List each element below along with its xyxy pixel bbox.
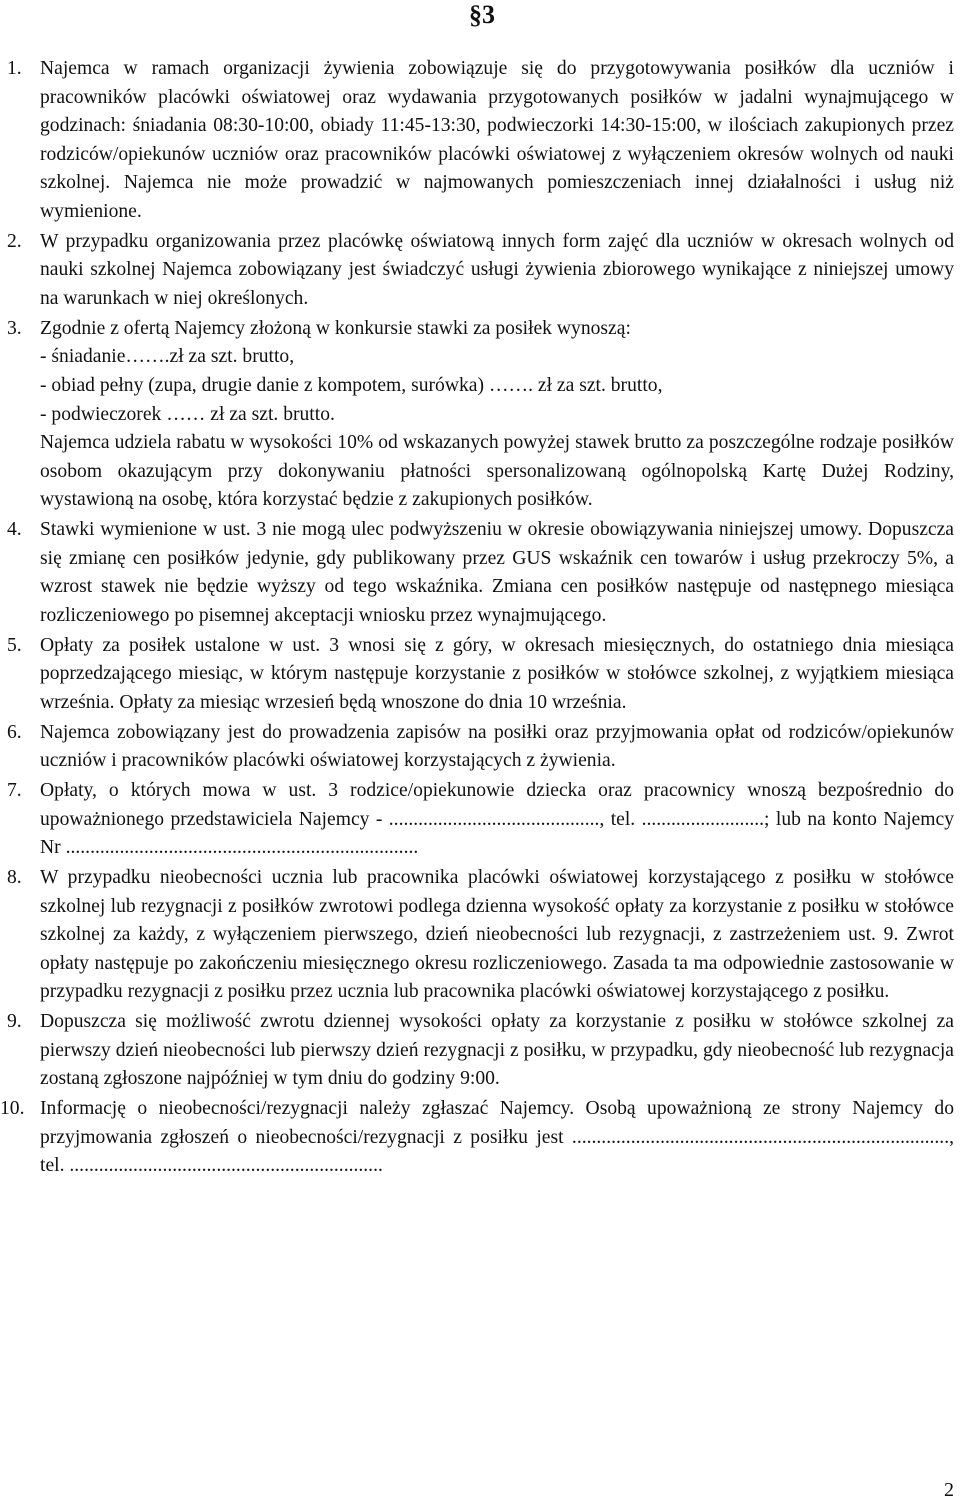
price-line-dinner: - obiad pełny (zupa, drugie danie z kompotem, surówka) ……. zł za szt. brutto,	[40, 374, 663, 396]
item-text: Najemca w ramach organizacji żywienia zobowiązuje się do przygotowywania posiłków dla uczniów i pracowników placówki oświatowej oraz wydawania przygotowanych posiłków w jadalni wynajmującego w godzinach: śniadania 08:30-10:00, obiady 11:45-13:30, podwieczorki 14:30-15:00, w ilościach zakupionych przez rodziców/opiekunów uczniów oraz pracowników placówki oświatowej z wyłączeniem okresów wolnych od nauki szkolnej. Najemca nie może prowadzić w najmowanych pomieszczeniach innej działalności i usług niż wymienione.	[40, 58, 954, 222]
price-line-afternoon-snack: - podwieczorek …… zł za szt. brutto.	[40, 403, 335, 425]
item-content	[40, 1008, 954, 1094]
list-item	[0, 1095, 960, 1181]
item-number: 8.	[7, 866, 22, 888]
item-text: Informację o nieobecności/rezygnacji należy zgłaszać Najemcy. Osobą upoważnioną ze strony Najemcy do przyjmowania zgłoszeń o nieobecności/rezygnacji z posiłku jest ............................................................................., tel. ................................................................	[40, 1098, 954, 1177]
item-number: 3.	[7, 317, 22, 339]
item-content	[40, 516, 954, 630]
list-item	[0, 228, 960, 314]
list-item	[0, 864, 960, 1007]
list-item	[0, 55, 960, 227]
list-item	[0, 719, 960, 776]
item-content	[40, 1095, 954, 1181]
list-item	[0, 516, 960, 630]
item-number: 5.	[7, 634, 22, 656]
item-number: 4.	[7, 519, 22, 541]
item-content	[40, 864, 954, 1007]
item-content	[40, 632, 954, 718]
item-text: Opłaty za posiłek ustalone w ust. 3 wnosi się z góry, w okresach miesięcznych, do ostatniego dnia miesiąca poprzedzającego miesiąc, w którym następuje korzystanie z posiłków w stołówce szkolnej, z wyjątkiem miesiąca września. Opłaty za miesiąc wrzesień będą wnoszone do dnia 10 września.	[40, 634, 954, 713]
item-number: 1.	[7, 58, 22, 79]
item-number: 9.	[7, 1011, 22, 1033]
list-item	[0, 632, 960, 718]
item-text: Zgodnie z ofertą Najemcy złożoną w konkursie stawki za posiłek wynoszą:	[40, 317, 631, 339]
item-content	[40, 55, 954, 227]
item-content	[40, 315, 954, 515]
list-item	[0, 1008, 960, 1094]
item-content	[40, 228, 954, 314]
discount-text: Najemca udziela rabatu w wysokości 10% od wskazanych powyżej stawek brutto za poszczególne rodzaje posiłków osobom okazującym przy dokonywaniu płatności spersonalizowaną ogólnopolską Kartę Dużej Rodziny, wystawioną na osobę, która korzystać będzie z zakupionych posiłków.	[40, 432, 954, 511]
price-line-breakfast: - śniadanie…….zł za szt. brutto,	[40, 346, 295, 368]
section-title: §3	[469, 0, 495, 29]
page-number: 2	[944, 1479, 954, 1501]
item-text: W przypadku organizowania przez placówkę oświatową innych form zajęć dla uczniów w okresach wolnych od nauki szkolnej Najemca zobowiązany jest świadczyć usługi żywienia zbiorowego wynikające z niniejszej umowy na warunkach w niej określonych.	[40, 230, 954, 309]
list-item	[0, 315, 960, 515]
item-text: Najemca zobowiązany jest do prowadzenia zapisów na posiłki oraz przyjmowania opłat od rodziców/opiekunów uczniów i pracowników placówki oświatowej korzystających z żywienia.	[40, 721, 954, 772]
item-text: Opłaty, o których mowa w ust. 3 rodzice/opiekunowie dziecka oraz pracownicy wnoszą bezpośrednio do upoważnionego przedstawiciela Najemcy - ..........................................., tel. .........................; lub na konto Najemcy Nr ........................................................................	[40, 779, 954, 859]
numbered-list	[0, 55, 960, 1182]
list-item	[0, 777, 960, 863]
item-content	[40, 777, 954, 863]
item-text: Dopuszcza się możliwość zwrotu dziennej wysokości opłaty za korzystanie z posiłku w stołówce szkolnej za pierwszy dzień nieobecności lub pierwszy dzień rezygnacji z posiłku, w przypadku, gdy nieobecność lub rezygnacja zostaną zgłoszone najpóźniej w tym dniu do godziny 9:00.	[40, 1011, 954, 1090]
item-number: 6.	[7, 721, 22, 743]
item-text: W przypadku nieobecności ucznia lub pracownika placówki oświatowej korzystającego z posiłku w stołówce szkolnej lub rezygnacji z posiłków zwrotowi podlega dzienna wysokość opłaty za korzystanie z posiłku w stołówce szkolnej za każdy, z wyłączeniem pierwszego, dzień nieobecności lub rezygnacji, z zastrzeżeniem ust. 9. Zwrot opłaty następuje po zakończeniu miesięcznego okresu rozliczeniowego. Zasada ta ma odpowiednie zastosowanie w przypadku rezygnacji z posiłku przez ucznia lub pracownika placówki oświatowej korzystającego z posiłku.	[40, 866, 954, 1003]
item-number: 2.	[7, 230, 22, 252]
item-number: 10.	[0, 1098, 25, 1120]
item-text: Stawki wymienione w ust. 3 nie mogą ulec podwyższeniu w okresie obowiązywania niniejszej umowy. Dopuszcza się zmianę cen posiłków jedynie, gdy publikowany przez GUS wskaźnik cen towarów i usług przekroczy 5%, a wzrost stawek nie będzie wyższy od tego wskaźnika. Zmiana cen posiłków następuje od następnego miesiąca rozliczeniowego po pisemnej akceptacji wniosku przez wynajmującego.	[40, 519, 954, 626]
item-number: 7.	[7, 779, 22, 801]
item-content	[40, 719, 954, 776]
